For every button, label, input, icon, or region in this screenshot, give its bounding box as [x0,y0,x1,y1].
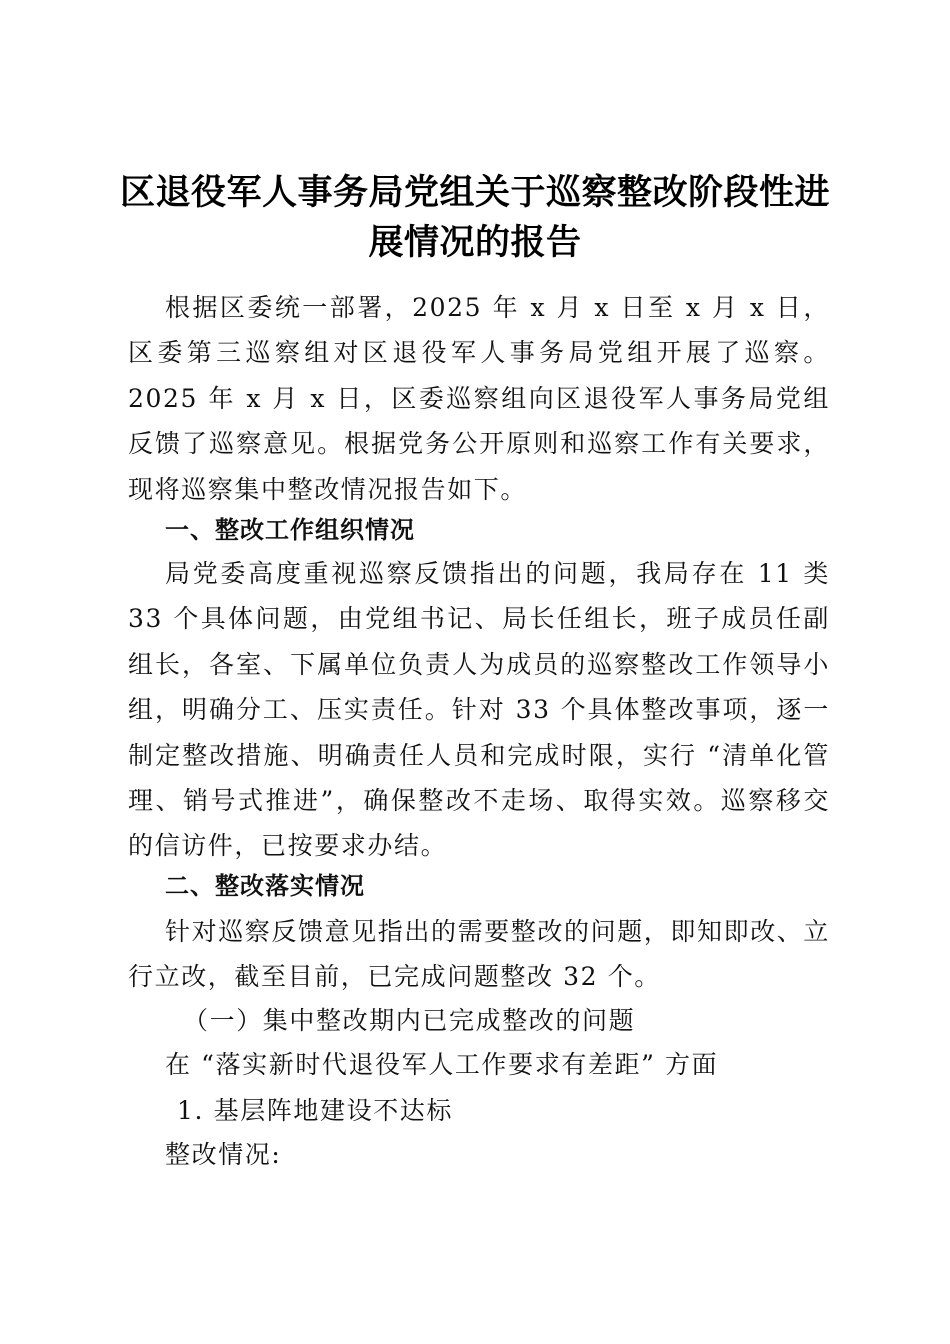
section-2-paragraph: 针对巡察反馈意见指出的需要整改的问题，即知即改、立行立改，截至目前，已完成问题整改 32 个。 [128,917,831,992]
document-title: 区退役军人事务局党组关于巡察整改阶段性进展情况的报告 [119,173,830,263]
section-1-paragraph: 局党委高度重视巡察反馈指出的问题，我局存在 11 类 33 个具体问题，由党组书记、局长任组长，班子成员任副组长，各室、下属单位负责人为成员的巡察整改工作领导小组，明确分工、压实责任。针对 33 个具体整改事项，逐一制定整改措施、明确责任人员和完成时限，实行 “清单化管理、销号式推进”，确保整改不走场、取得实效。巡察移交的信访件，已按要求办结。 [128,559,830,861]
section-1-heading: 一、整改工作组织情况 [165,516,415,544]
rectification-label: 整改情况: [165,1140,282,1169]
subsection-1-heading: （一）集中整改期内已完成整改的问题 [183,1006,636,1035]
aspect-line: 在 “落实新时代退役军人工作要求有差距” 方面 [165,1050,719,1079]
section-2-heading: 二、整改落实情况 [165,872,365,900]
intro-paragraph: 根据区委统一部署，2025 年 x 月 x 日至 x 月 x 日，区委第三巡察组对区退役军人事务局党组开展了巡察。2025 年 x 月 x 日，区委巡察组向区退役军人事务局党组反馈了巡察意见。根据党务公开原则和巡察工作有关要求，现将巡察集中整改情况报告如下。 [128,293,830,504]
list-item-1: 1. 基层阵地建设不达标 [177,1096,454,1125]
